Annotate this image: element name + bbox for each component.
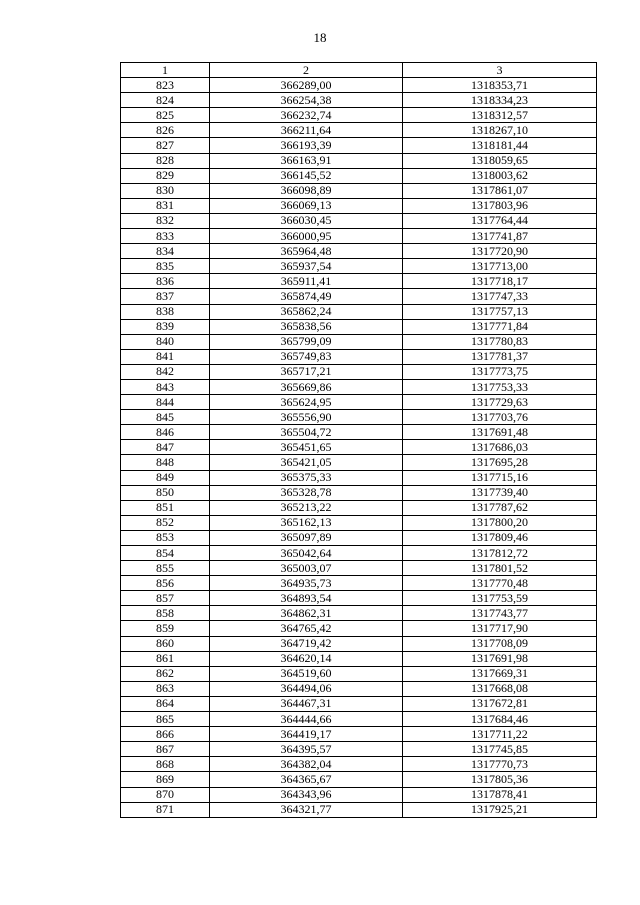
table-row (121, 349, 597, 364)
table-row (121, 183, 597, 198)
cell-y-coordinate: 1317695,28 (403, 455, 597, 470)
cell-point-number: 869 (121, 772, 210, 787)
cell-y-coordinate: 1317770,48 (403, 576, 597, 591)
cell-point-number: 824 (121, 93, 210, 108)
cell-x-coordinate: 366289,00 (210, 78, 403, 93)
cell-x-coordinate: 364444,66 (210, 712, 403, 727)
cell-y-coordinate: 1317713,00 (403, 259, 597, 274)
cell-point-number: 832 (121, 213, 210, 228)
cell-point-number: 850 (121, 485, 210, 500)
cell-x-coordinate: 365003,07 (210, 561, 403, 576)
table-row (121, 787, 597, 802)
cell-point-number: 860 (121, 636, 210, 651)
cell-point-number: 851 (121, 500, 210, 515)
cell-y-coordinate: 1317812,72 (403, 546, 597, 561)
table-row (121, 681, 597, 696)
cell-x-coordinate: 365042,64 (210, 546, 403, 561)
cell-y-coordinate: 1318003,62 (403, 168, 597, 183)
cell-x-coordinate: 366211,64 (210, 123, 403, 138)
cell-y-coordinate: 1317747,33 (403, 289, 597, 304)
cell-point-number: 866 (121, 727, 210, 742)
cell-x-coordinate: 365097,89 (210, 530, 403, 545)
table-row (121, 742, 597, 757)
cell-y-coordinate: 1317780,83 (403, 334, 597, 349)
cell-x-coordinate: 365451,65 (210, 440, 403, 455)
table-row (121, 546, 597, 561)
cell-point-number: 840 (121, 334, 210, 349)
table-header (121, 63, 597, 78)
cell-y-coordinate: 1317757,13 (403, 304, 597, 319)
cell-y-coordinate: 1317800,20 (403, 515, 597, 530)
cell-y-coordinate: 1317691,98 (403, 651, 597, 666)
column-header-x: 2 (210, 63, 403, 78)
cell-x-coordinate: 366030,45 (210, 213, 403, 228)
table-row (121, 651, 597, 666)
cell-x-coordinate: 364365,67 (210, 772, 403, 787)
table-row (121, 319, 597, 334)
cell-y-coordinate: 1317718,17 (403, 274, 597, 289)
cell-x-coordinate: 365749,83 (210, 349, 403, 364)
cell-point-number: 834 (121, 244, 210, 259)
cell-point-number: 854 (121, 546, 210, 561)
table-row (121, 395, 597, 410)
table-row (121, 727, 597, 742)
cell-y-coordinate: 1317805,36 (403, 772, 597, 787)
cell-y-coordinate: 1317787,62 (403, 500, 597, 515)
cell-x-coordinate: 364467,31 (210, 696, 403, 711)
table-row (121, 259, 597, 274)
cell-y-coordinate: 1317729,63 (403, 395, 597, 410)
cell-y-coordinate: 1317708,09 (403, 636, 597, 651)
cell-point-number: 845 (121, 410, 210, 425)
column-header-y: 3 (403, 63, 597, 78)
cell-point-number: 835 (121, 259, 210, 274)
cell-y-coordinate: 1317720,90 (403, 244, 597, 259)
table-row (121, 425, 597, 440)
cell-point-number: 848 (121, 455, 210, 470)
cell-point-number: 857 (121, 591, 210, 606)
cell-point-number: 863 (121, 681, 210, 696)
table-row (121, 440, 597, 455)
cell-point-number: 837 (121, 289, 210, 304)
cell-point-number: 836 (121, 274, 210, 289)
table-row (121, 576, 597, 591)
cell-point-number: 852 (121, 515, 210, 530)
cell-point-number: 858 (121, 606, 210, 621)
cell-point-number: 856 (121, 576, 210, 591)
cell-point-number: 827 (121, 138, 210, 153)
cell-x-coordinate: 364765,42 (210, 621, 403, 636)
table-row (121, 772, 597, 787)
cell-x-coordinate: 365799,09 (210, 334, 403, 349)
table-row (121, 379, 597, 394)
cell-point-number: 868 (121, 757, 210, 772)
cell-y-coordinate: 1317801,52 (403, 561, 597, 576)
cell-point-number: 867 (121, 742, 210, 757)
cell-x-coordinate: 365937,54 (210, 259, 403, 274)
cell-point-number: 870 (121, 787, 210, 802)
table-row (121, 213, 597, 228)
cell-y-coordinate: 1317773,75 (403, 364, 597, 379)
cell-y-coordinate: 1317717,90 (403, 621, 597, 636)
cell-point-number: 861 (121, 651, 210, 666)
table-row (121, 530, 597, 545)
table-row (121, 515, 597, 530)
cell-y-coordinate: 1318312,57 (403, 108, 597, 123)
cell-point-number: 828 (121, 153, 210, 168)
cell-x-coordinate: 364321,77 (210, 802, 403, 817)
table-row (121, 334, 597, 349)
cell-x-coordinate: 366145,52 (210, 168, 403, 183)
cell-y-coordinate: 1317745,85 (403, 742, 597, 757)
cell-y-coordinate: 1317764,44 (403, 213, 597, 228)
cell-x-coordinate: 365421,05 (210, 455, 403, 470)
cell-point-number: 831 (121, 198, 210, 213)
cell-y-coordinate: 1317803,96 (403, 198, 597, 213)
cell-point-number: 842 (121, 364, 210, 379)
cell-x-coordinate: 364935,73 (210, 576, 403, 591)
cell-point-number: 871 (121, 802, 210, 817)
page-number: 18 (313, 30, 327, 45)
table-row (121, 274, 597, 289)
table-row (121, 696, 597, 711)
cell-x-coordinate: 365874,49 (210, 289, 403, 304)
cell-x-coordinate: 364893,54 (210, 591, 403, 606)
cell-y-coordinate: 1317711,22 (403, 727, 597, 742)
cell-x-coordinate: 365669,86 (210, 379, 403, 394)
cell-y-coordinate: 1318353,71 (403, 78, 597, 93)
cell-point-number: 847 (121, 440, 210, 455)
cell-y-coordinate: 1318267,10 (403, 123, 597, 138)
table-row (121, 666, 597, 681)
cell-point-number: 839 (121, 319, 210, 334)
cell-y-coordinate: 1318334,23 (403, 93, 597, 108)
cell-y-coordinate: 1317672,81 (403, 696, 597, 711)
table-row (121, 108, 597, 123)
table-row (121, 591, 597, 606)
cell-x-coordinate: 364395,57 (210, 742, 403, 757)
cell-x-coordinate: 365556,90 (210, 410, 403, 425)
table-row (121, 802, 597, 817)
cell-point-number: 859 (121, 621, 210, 636)
cell-y-coordinate: 1317809,46 (403, 530, 597, 545)
table-row (121, 712, 597, 727)
cell-point-number: 864 (121, 696, 210, 711)
table-row (121, 606, 597, 621)
cell-x-coordinate: 366193,39 (210, 138, 403, 153)
cell-x-coordinate: 366098,89 (210, 183, 403, 198)
table-row (121, 168, 597, 183)
cell-x-coordinate: 365375,33 (210, 470, 403, 485)
cell-y-coordinate: 1317878,41 (403, 787, 597, 802)
table-row (121, 470, 597, 485)
cell-x-coordinate: 364419,17 (210, 727, 403, 742)
cell-y-coordinate: 1317753,33 (403, 379, 597, 394)
cell-point-number: 862 (121, 666, 210, 681)
table-row (121, 636, 597, 651)
cell-y-coordinate: 1317741,87 (403, 229, 597, 244)
cell-x-coordinate: 365838,56 (210, 319, 403, 334)
cell-x-coordinate: 365624,95 (210, 395, 403, 410)
table-row (121, 229, 597, 244)
cell-x-coordinate: 364519,60 (210, 666, 403, 681)
cell-x-coordinate: 364494,06 (210, 681, 403, 696)
cell-x-coordinate: 366000,95 (210, 229, 403, 244)
table-row (121, 93, 597, 108)
coordinates-table (120, 62, 597, 818)
table-body (121, 78, 597, 818)
cell-point-number: 838 (121, 304, 210, 319)
cell-point-number: 849 (121, 470, 210, 485)
cell-x-coordinate: 364620,14 (210, 651, 403, 666)
cell-y-coordinate: 1317925,21 (403, 802, 597, 817)
cell-point-number: 823 (121, 78, 210, 93)
cell-point-number: 826 (121, 123, 210, 138)
table-row (121, 304, 597, 319)
table-row (121, 500, 597, 515)
cell-point-number: 843 (121, 379, 210, 394)
cell-x-coordinate: 365911,41 (210, 274, 403, 289)
cell-x-coordinate: 365862,24 (210, 304, 403, 319)
cell-y-coordinate: 1317771,84 (403, 319, 597, 334)
cell-y-coordinate: 1318181,44 (403, 138, 597, 153)
cell-y-coordinate: 1317739,40 (403, 485, 597, 500)
column-header-number: 1 (121, 63, 210, 78)
cell-x-coordinate: 365964,48 (210, 244, 403, 259)
cell-x-coordinate: 365328,78 (210, 485, 403, 500)
header-row (121, 63, 597, 78)
cell-y-coordinate: 1317669,31 (403, 666, 597, 681)
cell-x-coordinate: 365504,72 (210, 425, 403, 440)
cell-y-coordinate: 1317743,77 (403, 606, 597, 621)
cell-point-number: 853 (121, 530, 210, 545)
cell-point-number: 846 (121, 425, 210, 440)
cell-y-coordinate: 1318059,65 (403, 153, 597, 168)
table-row (121, 485, 597, 500)
table-row (121, 138, 597, 153)
table-row (121, 561, 597, 576)
cell-x-coordinate: 366232,74 (210, 108, 403, 123)
cell-y-coordinate: 1317781,37 (403, 349, 597, 364)
cell-point-number: 833 (121, 229, 210, 244)
cell-x-coordinate: 365213,22 (210, 500, 403, 515)
cell-y-coordinate: 1317753,59 (403, 591, 597, 606)
cell-point-number: 829 (121, 168, 210, 183)
cell-x-coordinate: 364719,42 (210, 636, 403, 651)
table-row (121, 78, 597, 93)
table-row (121, 289, 597, 304)
cell-y-coordinate: 1317691,48 (403, 425, 597, 440)
table-row (121, 244, 597, 259)
table-row (121, 364, 597, 379)
cell-y-coordinate: 1317703,76 (403, 410, 597, 425)
table-row (121, 621, 597, 636)
table-row (121, 198, 597, 213)
table-row (121, 410, 597, 425)
table-row (121, 123, 597, 138)
cell-x-coordinate: 366163,91 (210, 153, 403, 168)
cell-y-coordinate: 1317715,16 (403, 470, 597, 485)
cell-y-coordinate: 1317668,08 (403, 681, 597, 696)
table-row (121, 455, 597, 470)
cell-point-number: 841 (121, 349, 210, 364)
cell-x-coordinate: 364343,96 (210, 787, 403, 802)
cell-y-coordinate: 1317686,03 (403, 440, 597, 455)
cell-x-coordinate: 366254,38 (210, 93, 403, 108)
table-row (121, 757, 597, 772)
cell-x-coordinate: 364382,04 (210, 757, 403, 772)
cell-point-number: 865 (121, 712, 210, 727)
cell-point-number: 830 (121, 183, 210, 198)
cell-x-coordinate: 364862,31 (210, 606, 403, 621)
cell-y-coordinate: 1317684,46 (403, 712, 597, 727)
cell-point-number: 855 (121, 561, 210, 576)
cell-point-number: 844 (121, 395, 210, 410)
cell-point-number: 825 (121, 108, 210, 123)
cell-x-coordinate: 365717,21 (210, 364, 403, 379)
cell-x-coordinate: 366069,13 (210, 198, 403, 213)
cell-x-coordinate: 365162,13 (210, 515, 403, 530)
table-row (121, 153, 597, 168)
cell-y-coordinate: 1317770,73 (403, 757, 597, 772)
cell-y-coordinate: 1317861,07 (403, 183, 597, 198)
